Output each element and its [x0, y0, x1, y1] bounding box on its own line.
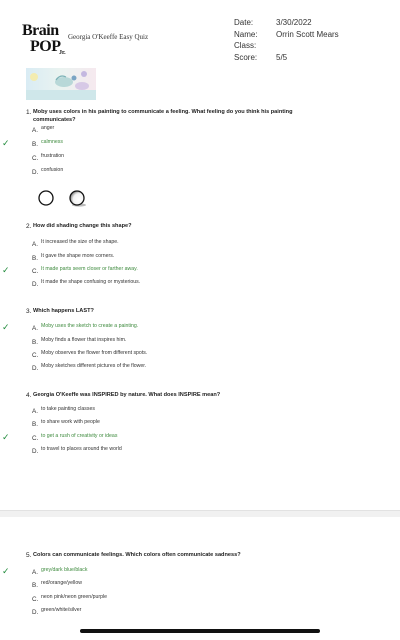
question-text: Moby uses colors in his painting to communicate a feeling. What feeling do you think his painting communicates? — [33, 109, 293, 123]
brainpop-jr-logo — [22, 22, 66, 64]
question-text: Georgia O'Keeffe was INSPIRED by nature. What does INSPIRE mean? — [33, 392, 221, 398]
check-icon: ✓ — [2, 322, 10, 332]
question-number: 1. — [26, 109, 32, 116]
question-number: 2. — [26, 223, 32, 230]
quiz-title: Georgia O'Keeffe Easy Quiz — [68, 33, 149, 41]
question-number: 5. — [26, 552, 32, 559]
shading-circles-image — [36, 188, 92, 208]
question-text: Colors can communicate feelings. Which colors often communicate sadness? — [33, 552, 241, 558]
check-icon: ✓ — [2, 138, 10, 148]
logo-jr: Jr. — [59, 50, 66, 56]
meta-date: Date: 3/30/2022 — [234, 18, 312, 27]
question-text: How did shading change this shape? — [33, 223, 132, 229]
check-icon: ✓ — [2, 432, 10, 442]
quiz-meta — [234, 17, 339, 63]
logo-line1: Brain — [22, 22, 59, 39]
home-indicator-bar[interactable] — [80, 629, 320, 633]
question-number: 3. — [26, 308, 32, 315]
question-text: Which happens LAST? — [33, 308, 94, 314]
check-icon: ✓ — [2, 265, 10, 275]
meta-score: Score: 5/5 — [234, 52, 288, 62]
check-icon: ✓ — [2, 566, 10, 576]
meta-class: Class: — [234, 41, 257, 50]
painting-thumbnail — [26, 68, 96, 100]
quiz-page-1: Brain POP Jr. Georgia O'Keeffe Easy Quiz Date: 3/30/2022 Name: Orrin Scott Mears Class: Score: 5/5 1. Moby uses colors in his painting to communicate a feeling. What feeling do you think his painting communicates? A. anger ✓ B. calmness C. frustration D. confusion 2. How did shading change this shape? A. It increased the size of the shape. B. It gave the shape more corners. ✓ C. It made parts seem closer or farther away. D. It made the shape confusing or mysterious. 3. Which happens LAST? ✓ A. Moby uses the sketch to create a painting. B. Moby finds a flower that inspires him. C. Moby observes the flower from different spots. D. Moby sketches different pictures of the flower. 4. Georgia O'Keeffe was INSPIRED by nature. What does INSPIRE mean? A. to take painting classes B. to share work with people ✓ C. to get a rush of creativity or ideas D. to travel to places around the world — [0, 0, 400, 510]
quiz-page-2: 5. Colors can communicate feelings. Which colors often communicate sadness? ✓ A. grey/dark blue/black B. red/orange/yellow C. neon pink/neon green/purple D. green/white/silver — [0, 517, 400, 640]
question-number: 4. — [26, 392, 32, 399]
meta-name: Name: Orrin Scott Mears — [234, 29, 339, 39]
logo-line2: POP — [30, 38, 61, 55]
